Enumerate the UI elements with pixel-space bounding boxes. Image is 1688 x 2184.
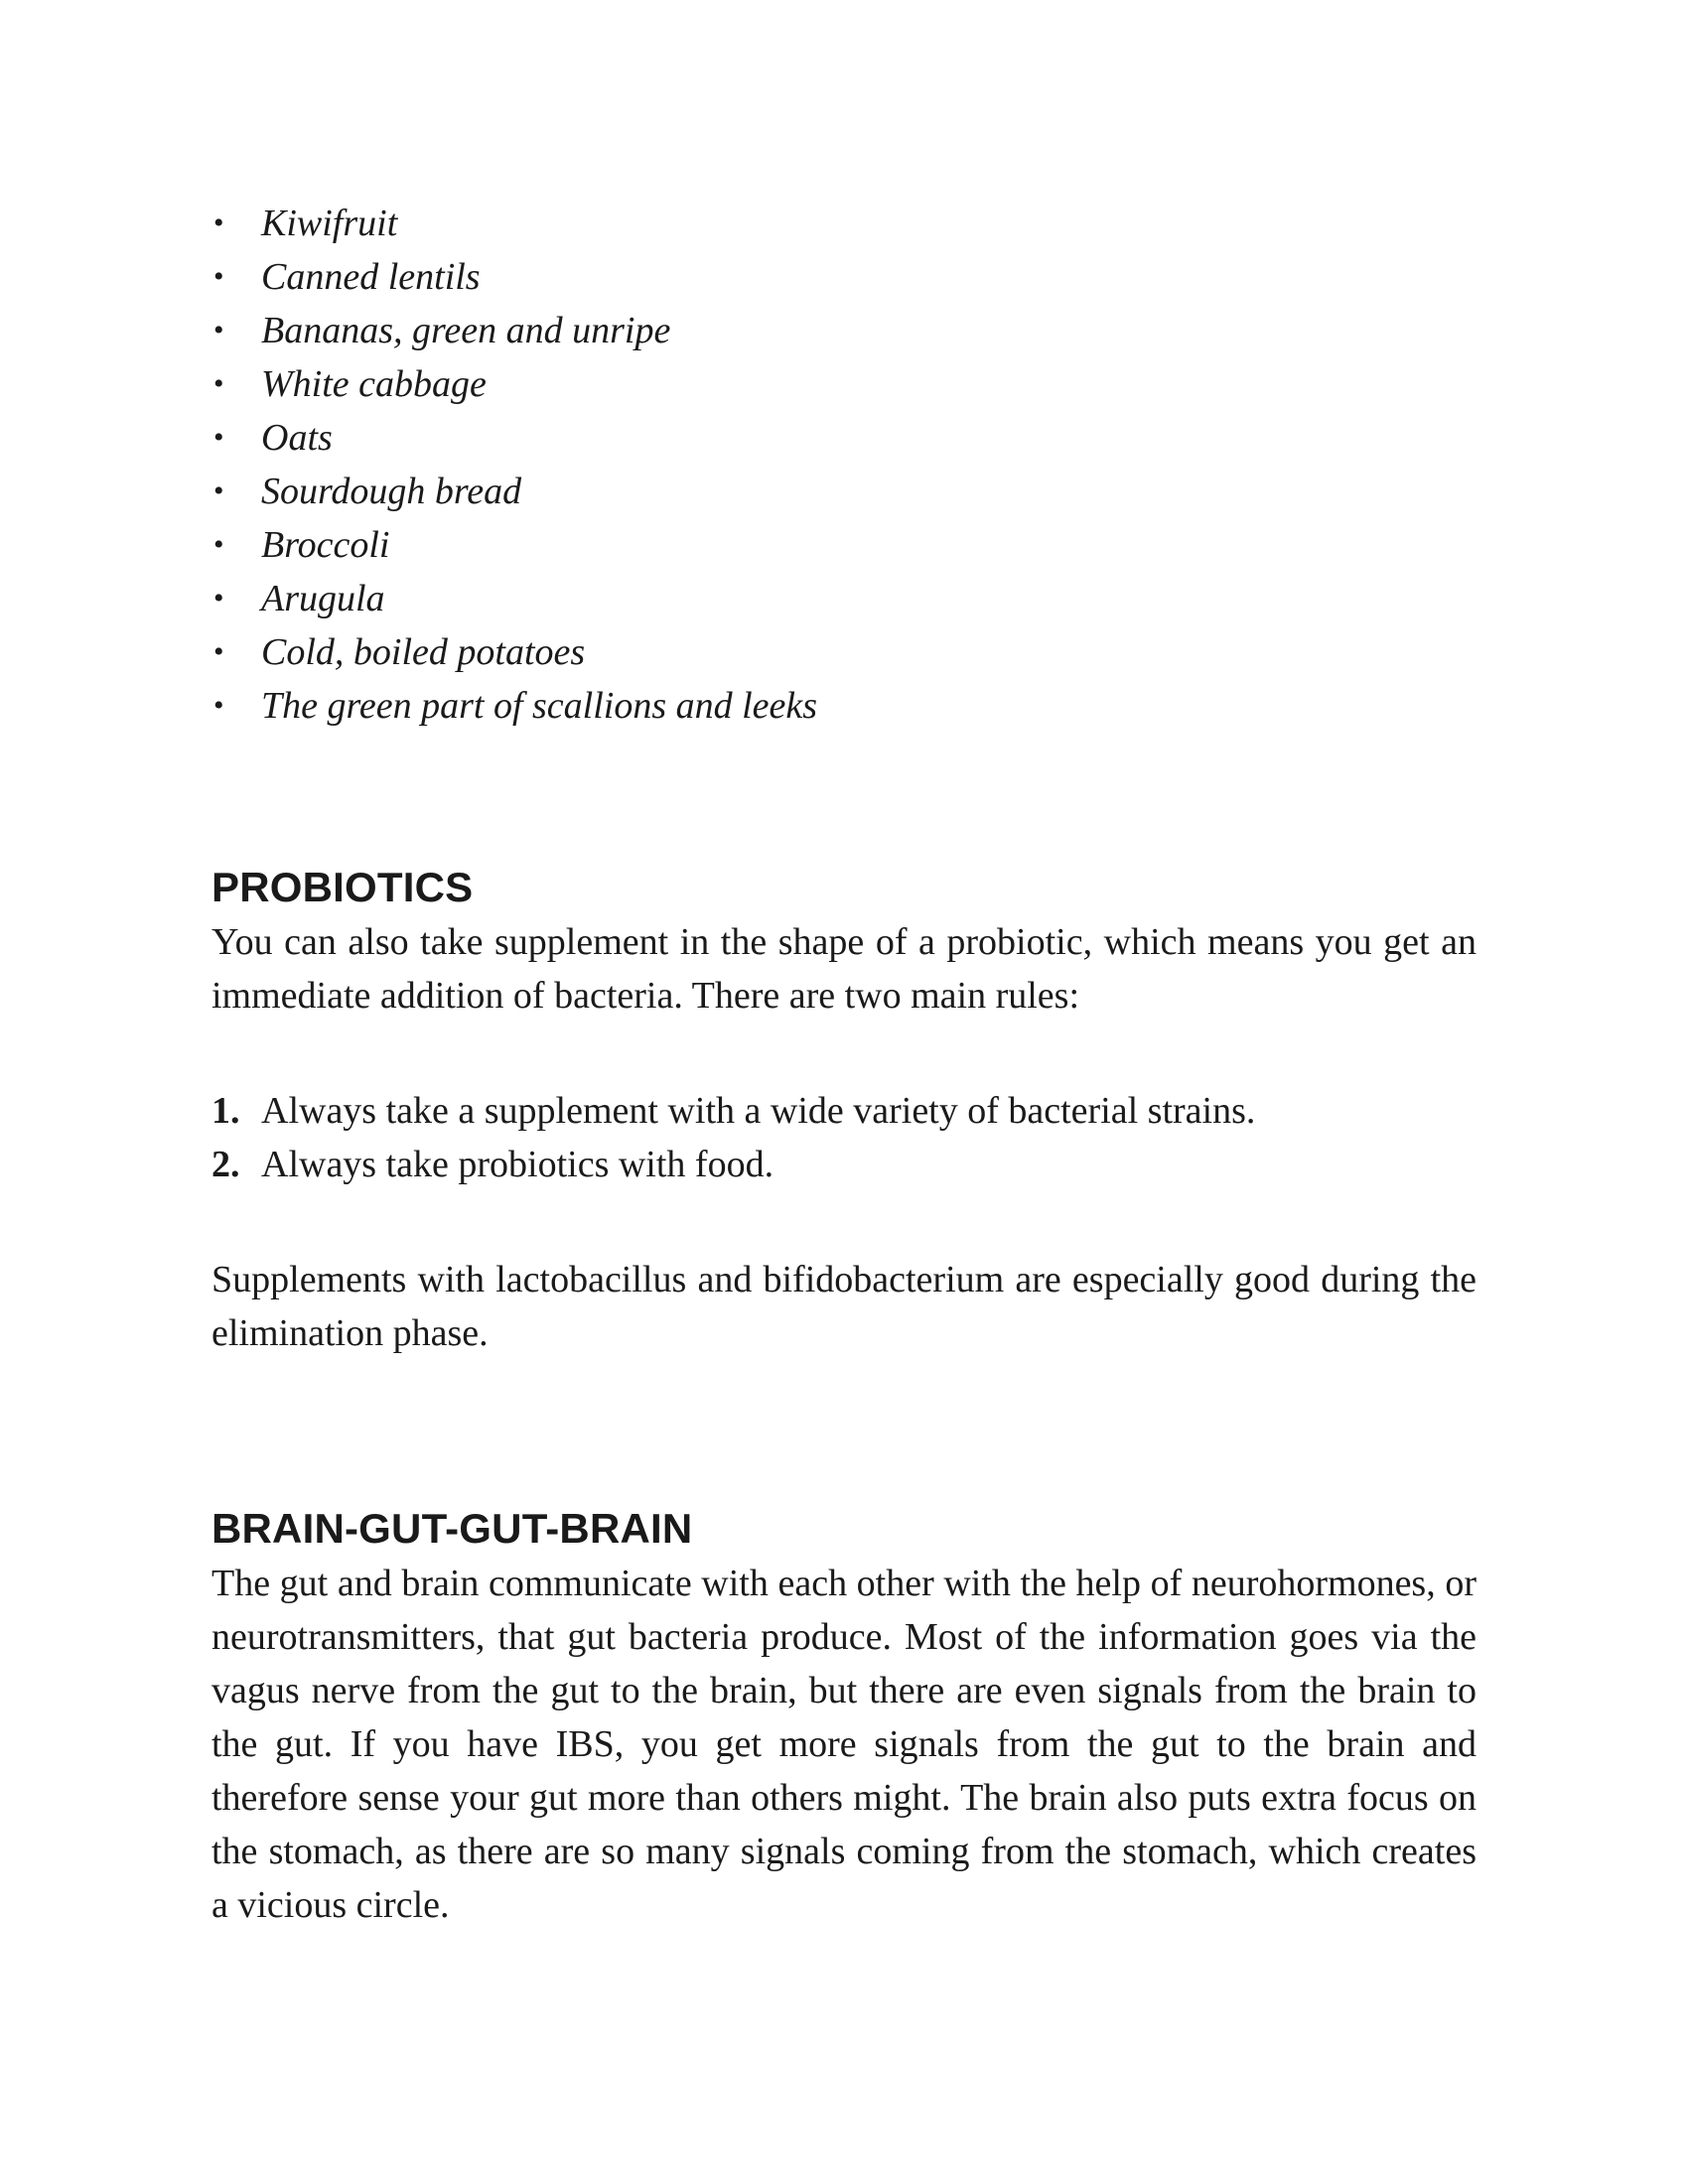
list-item [211, 357, 1477, 411]
list-item-text: Always take probiotics with food. [261, 1144, 774, 1185]
document-page [211, 197, 1477, 1932]
bullet-icon: • [213, 421, 224, 454]
list-item-text: Kiwifruit [261, 203, 398, 244]
probiotics-rules-list [211, 1084, 1477, 1191]
list-item-text: Sourdough bread [261, 471, 522, 512]
list-item [211, 250, 1477, 304]
bullet-icon: • [213, 475, 224, 507]
bullet-icon: • [213, 260, 224, 293]
list-item [211, 625, 1477, 679]
list-item-text: Canned lentils [261, 256, 481, 298]
probiotics-heading: PROBIOTICS [211, 864, 474, 910]
brain-gut-heading: BRAIN-GUT-GUT-BRAIN [211, 1505, 693, 1552]
list-item [211, 411, 1477, 465]
list-item [211, 1138, 1477, 1191]
brain-gut-paragraph: The gut and brain communicate with each other with the help of neurohormones, or neurotransmitters, that gut bacteria produce. Most of the information goes via the vagus nerve from the gut to the brain, but there are even signals from the brain to the gut. If you have IBS, you get more signals from the gut to the brain and therefore sense your gut more than others might. The brain also puts extra focus on the stomach, as there are so many signals coming from the stomach, which creates a vicious circle. [211, 1563, 1477, 1926]
list-item [211, 572, 1477, 625]
bullet-icon: • [213, 528, 224, 561]
bullet-icon: • [213, 635, 224, 668]
list-item-number: 1. [211, 1090, 240, 1132]
list-item [211, 1084, 1477, 1138]
list-item-number: 2. [211, 1144, 240, 1185]
list-item [211, 518, 1477, 572]
list-item-text: White cabbage [261, 363, 487, 405]
list-item [211, 679, 1477, 733]
list-item [211, 197, 1477, 250]
bullet-icon: • [213, 206, 224, 239]
list-item-text: Bananas, green and unripe [261, 310, 671, 351]
list-item-text: Broccoli [261, 524, 390, 566]
list-item-text: Oats [261, 417, 333, 459]
probiotics-intro-paragraph: You can also take supplement in the shape of a probiotic, which means you get an immediate addition of bacteria. There are two main rules: [211, 921, 1477, 1017]
list-item-text: Cold, boiled potatoes [261, 631, 586, 673]
bullet-icon: • [213, 582, 224, 614]
food-bullet-list [211, 197, 1477, 733]
list-item-text: The green part of scallions and leeks [261, 685, 818, 727]
list-item [211, 304, 1477, 357]
list-item [211, 465, 1477, 518]
list-item-text: Arugula [261, 578, 385, 619]
supplements-paragraph: Supplements with lactobacillus and bifidobacterium are especially good during the elimination phase. [211, 1259, 1477, 1354]
bullet-icon: • [213, 314, 224, 346]
bullet-icon: • [213, 367, 224, 400]
list-item-text: Always take a supplement with a wide variety of bacterial strains. [261, 1090, 1256, 1132]
bullet-icon: • [213, 689, 224, 722]
